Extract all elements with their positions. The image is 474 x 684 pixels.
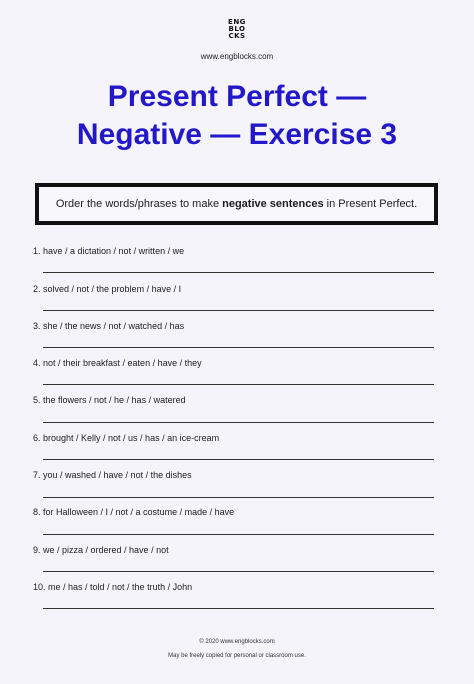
- instructions-box: [35, 183, 438, 225]
- answer-line-2[interactable]: [43, 310, 434, 311]
- exercise-item-7: 7. you / washed / have / not / the dishes: [33, 470, 192, 480]
- exercise-item-10: 10. me / has / told / not / the truth / John: [33, 582, 193, 592]
- engblocks-logo: [225, 19, 249, 40]
- exercise-item-5: 5. the flowers / not / he / has / watered: [33, 395, 186, 405]
- footer-license: May be freely copied for personal or classroom use.: [168, 653, 306, 659]
- instructions-text: [56, 198, 417, 210]
- answer-line-4[interactable]: [43, 384, 434, 385]
- answer-line-10[interactable]: [43, 608, 434, 609]
- exercise-item-2: 2. solved / not / the problem / have / I: [33, 284, 182, 294]
- instructions-bold: negative sentences: [222, 198, 324, 210]
- answer-line-6[interactable]: [43, 459, 434, 460]
- exercise-item-4: 4. not / their breakfast / eaten / have / they: [33, 358, 202, 368]
- logo-line-3: CKS: [228, 32, 246, 40]
- page-title: [0, 78, 474, 154]
- exercise-item-9: 9. we / pizza / ordered / have / not: [33, 545, 169, 555]
- instructions-before: Order the words/phrases to make: [55, 198, 223, 210]
- exercise-item-3: 3. she / the news / not / watched / has: [33, 321, 185, 331]
- exercise-item-1: 1. have / a dictation / not / written / we: [33, 246, 185, 256]
- instructions-after: in Present Perfect.: [323, 198, 418, 210]
- answer-line-9[interactable]: [43, 571, 434, 572]
- logo-line-1: ENG: [228, 18, 246, 26]
- answer-line-1[interactable]: [43, 272, 434, 273]
- answer-line-8[interactable]: [43, 534, 434, 535]
- title-line-1: Present Perfect —: [107, 80, 367, 113]
- title-line-2: Negative — Exercise 3: [76, 118, 398, 151]
- exercise-item-8: 8. for Halloween / I / not / a costume / made / have: [33, 507, 235, 517]
- footer-copyright: © 2020 www.engblocks.com: [199, 639, 275, 645]
- site-url[interactable]: www.engblocks.com: [200, 52, 274, 61]
- answer-line-3[interactable]: [43, 347, 434, 348]
- exercise-item-6: 6. brought / Kelly / not / us / has / an ice-cream: [33, 433, 220, 443]
- logo-line-2: BLO: [228, 25, 246, 33]
- answer-line-5[interactable]: [43, 422, 434, 423]
- answer-line-7[interactable]: [43, 497, 434, 498]
